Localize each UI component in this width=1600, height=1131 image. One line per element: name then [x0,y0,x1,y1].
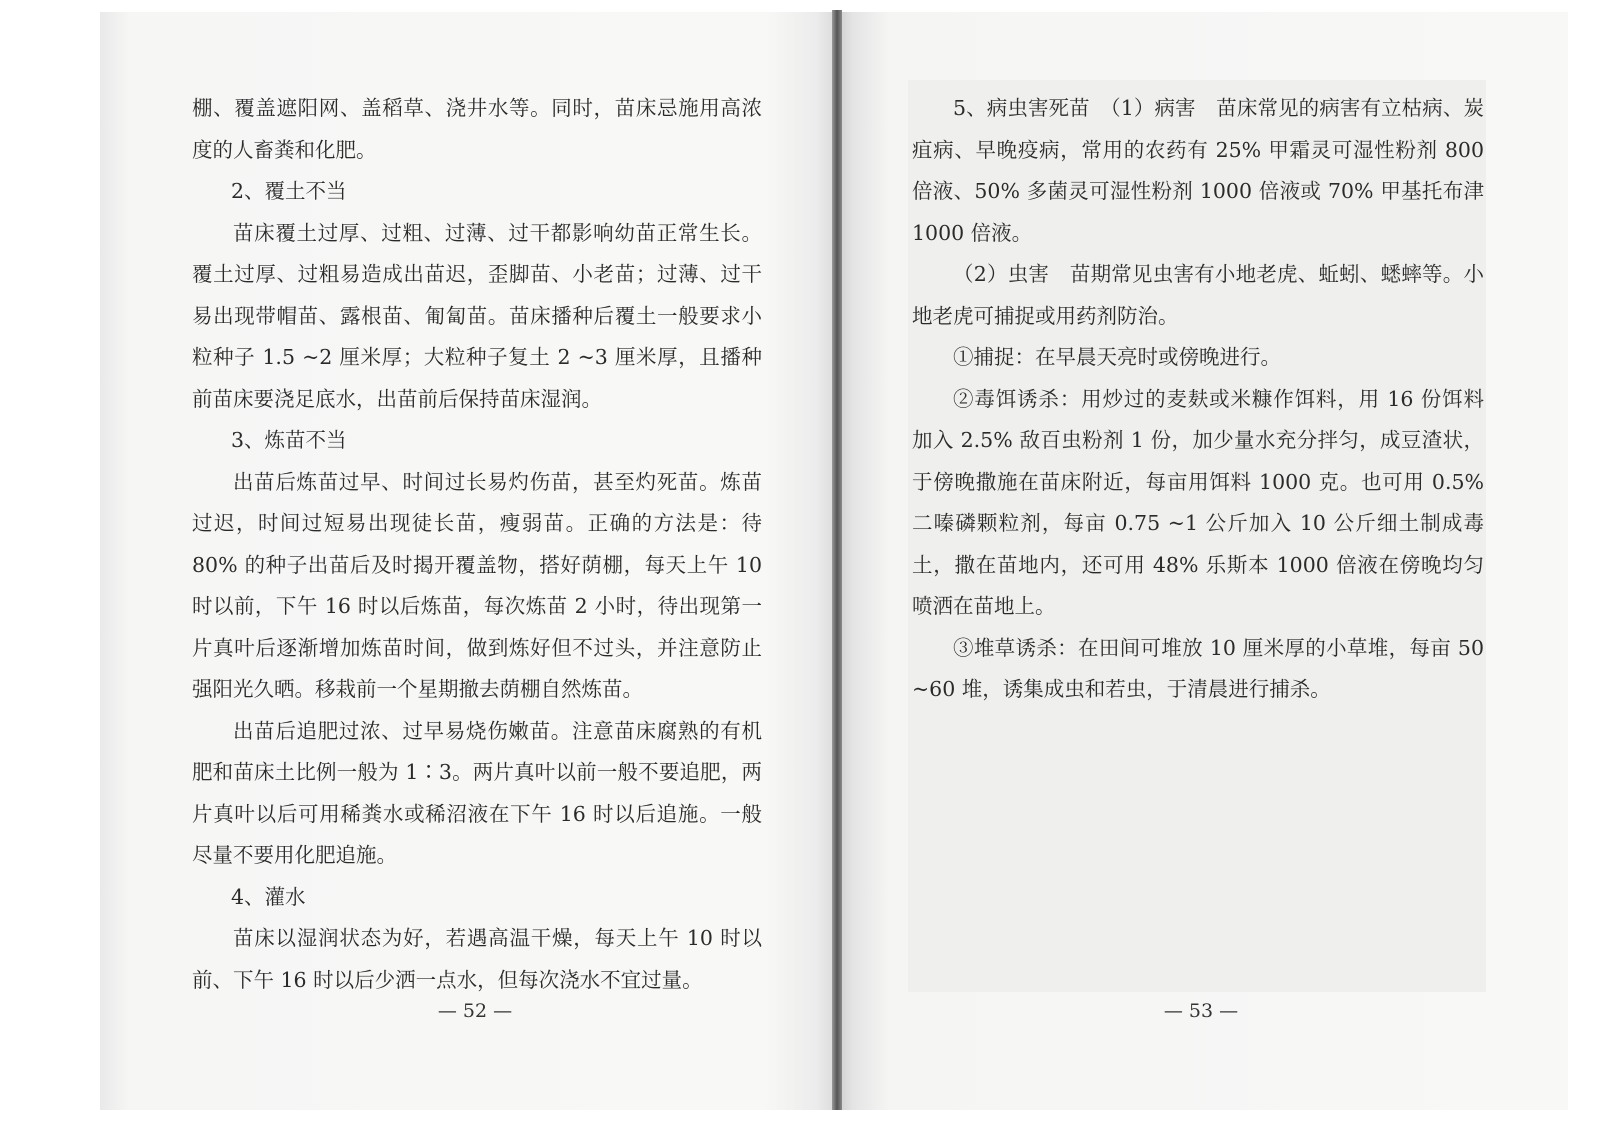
right-page-text [912,88,1484,711]
section-heading: 4、灌水 [230,884,306,909]
paragraph: ③堆草诱杀：在田间可堆放 10 厘米厚的小草堆，每亩 50 ~60 堆，诱集成虫和若虫，于清晨进行捕杀。 [912,635,1484,701]
paragraph: （2）虫害 苗期常见虫害有小地老虎、蚯蚓、蟋蟀等。小地老虎可捕捉或用药剂防治。 [912,262,1484,328]
paragraph: ②毒饵诱杀：用炒过的麦麸或米糠作饵料，用 16 份饵料加入 2.5% 敌百虫粉剂 1 份，加少量水充分拌匀，成豆渣状，于傍晚撒施在苗床附近，每亩用饵料 1000 克。也可用 0.5% 二嗪磷颗粒剂，每亩 0.75 ~1 公斤加入 10 公斤细土制成毒土，撒在苗地内，还可用 48% 乐斯本 1000 倍液在傍晚均匀喷洒在苗地上。 [912,386,1484,618]
page-number-right: — 53 — [1163,1000,1239,1022]
paragraph: 出苗后追肥过浓、过早易烧伤嫩苗。注意苗床腐熟的有机肥和苗床土比例一般为 1∶3。两片真叶以前一般不要追肥，两片真叶以后可用稀粪水或稀沼液在下午 16 时以后追施。一般尽量不要用化肥追施。 [192,718,762,867]
paragraph: 苗床以湿润状态为好，若遇高温干燥，每天上午 10 时以前、下午 16 时以后少洒一点水，但每次浇水不宜过量。 [192,926,762,992]
left-page-text [192,88,762,1001]
paragraph: 5、病虫害死苗 （1）病害 苗床常见的病害有立枯病、炭疽病、早晚疫病，常用的农药有 25% 甲霜灵可湿性粉剂 800 倍液、50% 多菌灵可湿性粉剂 1000 倍液或 70% 甲基托布津 1000 倍液。 [912,96,1484,245]
paragraph: ①捕捉：在早晨天亮时或傍晚进行。 [953,345,1281,369]
paragraph: 棚、覆盖遮阳网、盖稻草、浇井水等。同时，苗床忌施用高浓度的人畜粪和化肥。 [192,96,762,162]
section-heading: 3、炼苗不当 [230,428,347,452]
section-heading: 2、覆土不当 [230,179,347,203]
page-number-left: — 52 — [437,1000,513,1022]
paragraph: 苗床覆土过厚、过粗、过薄、过干都影响幼苗正常生长。覆土过厚、过粗易造成出苗迟，歪脚苗、小老苗；过薄、过干易出现带帽苗、露根苗、匍匐苗。苗床播种后覆土一般要求小粒种子 1.5 ~2 厘米厚；大粒种子复土 2 ~3 厘米厚，且播种前苗床要浇足底水，出苗前后保持苗床湿润。 [192,220,762,411]
paragraph: 出苗后炼苗过早、时间过长易灼伤苗，甚至灼死苗。炼苗过迟，时间过短易出现徒长苗，瘦弱苗。正确的方法是：待 80% 的种子出苗后及时揭开覆盖物，搭好荫棚，每天上午 10 时以前，下午 16 时以后炼苗，每次炼苗 2 小时，待出现第一片真叶后逐渐增加炼苗时间，做到炼好但不过头，并注意防止强阳光久晒。移栽前一个星期撤去荫棚自然炼苗。 [192,469,762,701]
book-gutter [832,10,842,1110]
